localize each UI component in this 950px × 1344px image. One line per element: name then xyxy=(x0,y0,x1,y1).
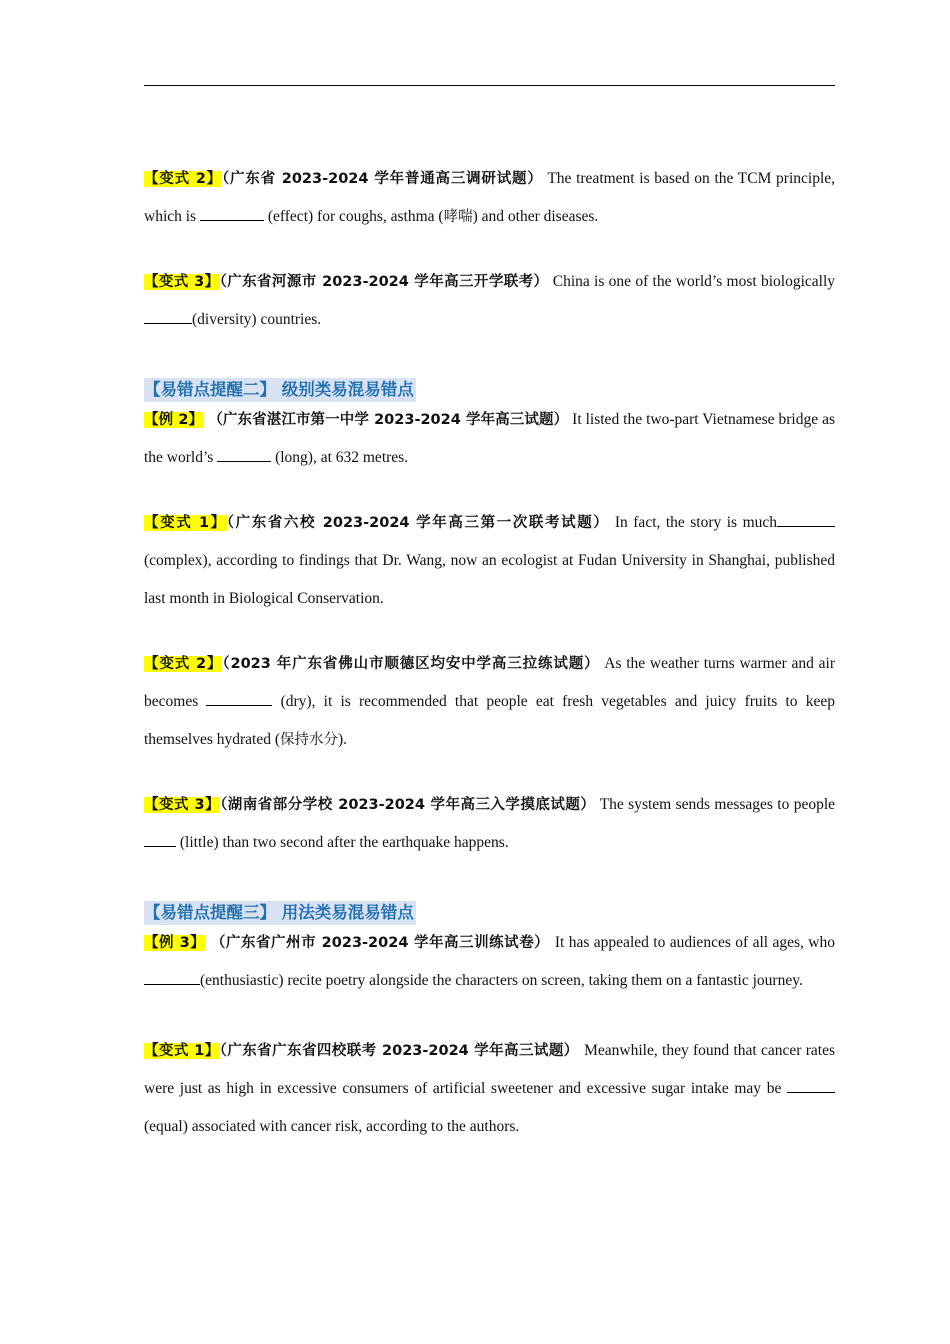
question-source: （广东省 2023-2024 学年普通高三调研试题） xyxy=(221,171,543,187)
question-text: (long), at 632 metres. xyxy=(271,449,409,466)
question-text: (effect) for coughs, asthma ( xyxy=(263,208,444,225)
question-example-2 xyxy=(144,401,835,477)
question-tag: 【变式 1】 xyxy=(144,515,227,531)
question-tag: 【例 3】 xyxy=(144,935,206,951)
question-tag: 【变式 2】 xyxy=(144,171,222,187)
question-text: ). xyxy=(338,731,348,748)
question-tag: 【例 2】 xyxy=(144,412,204,428)
question-text: (little) than two second after the earthquake happens. xyxy=(176,834,509,851)
question-text: Meanwhile, they found that cancer rates were just as high in excessive consumers of artificial sweetener and excessive sugar intake may be xyxy=(144,1042,836,1097)
question-tag: 【变式 1】 xyxy=(144,1043,220,1059)
question-text: The treatment is based on the TCM principle, which is xyxy=(144,170,836,225)
question-variant-3 xyxy=(144,263,835,339)
answer-blank[interactable] xyxy=(200,208,264,221)
question-source: （广东省河源市 2023-2024 学年高三开学联考） xyxy=(219,274,549,290)
question-source: （广东省湛江市第一中学 2023-2024 学年高三试题） xyxy=(203,412,569,428)
section-heading-label: 【易错点提醒二】 级别类易混易错点 xyxy=(144,378,416,402)
answer-blank[interactable] xyxy=(217,449,271,462)
question-text: (equal) associated with cancer risk, according to the authors. xyxy=(144,1118,520,1135)
question-tag: 【变式 3】 xyxy=(144,797,221,813)
question-source: （湖南省部分学校 2023-2024 学年高三入学摸底试题） xyxy=(220,797,596,813)
question-source: （广东省广东省四校联考 2023-2024 学年高三试题） xyxy=(219,1043,585,1059)
answer-blank[interactable] xyxy=(777,514,835,527)
question-tag: 【变式 2】 xyxy=(144,656,223,672)
answer-blank[interactable] xyxy=(787,1080,835,1093)
question-text: It listed the two-part Vietnamese bridge as the world’s xyxy=(144,411,835,466)
question-source: （广东省广州市 2023-2024 学年高三训练试卷） xyxy=(205,935,555,951)
answer-blank[interactable] xyxy=(144,972,200,985)
question-source: （广东省六校 2023-2024 学年高三第一次联考试题） xyxy=(226,515,610,531)
question-gloss: 哮喘 xyxy=(443,209,473,225)
question-text: (dry), it is recommended that people eat fresh vegetables and juicy fruits to keep themselves hydrated ( xyxy=(144,693,835,748)
question-source: （2023 年广东省佛山市顺德区均安中学高三拉练试题） xyxy=(222,656,600,672)
header-rule xyxy=(144,85,835,86)
question-text: As the weather turns warmer and air becomes xyxy=(144,655,835,710)
question-text: It has appealed to audiences of all ages, who xyxy=(554,934,835,951)
question-example-3 xyxy=(144,924,835,1000)
question-tag: 【变式 3】 xyxy=(144,274,220,290)
answer-blank[interactable] xyxy=(144,834,176,847)
question-variant-3b xyxy=(144,786,835,862)
question-text: The system sends messages to people xyxy=(595,796,836,813)
question-text: (enthusiastic) recite poetry alongside the characters on screen, taking them on a fantastic journey. xyxy=(200,972,803,989)
question-variant-2 xyxy=(144,160,835,236)
question-text: In fact, the story is much xyxy=(609,514,777,531)
section-heading-label: 【易错点提醒三】 用法类易混易错点 xyxy=(144,901,416,925)
document-body xyxy=(144,160,835,1146)
question-variant-1 xyxy=(144,504,835,618)
question-text: (diversity) countries. xyxy=(192,311,322,328)
question-gloss: 保持水分 xyxy=(280,732,339,748)
question-text: (complex), according to findings that Dr. Wang, now an ecologist at Fudan University in Shanghai, published last month in Biological Conservation. xyxy=(144,552,835,607)
question-variant-2b xyxy=(144,645,835,759)
answer-blank[interactable] xyxy=(144,311,192,324)
question-variant-1c xyxy=(144,1032,835,1146)
question-text: China is one of the world’s most biologically xyxy=(548,273,835,290)
question-text: ) and other diseases. xyxy=(472,208,599,225)
answer-blank[interactable] xyxy=(206,693,272,706)
